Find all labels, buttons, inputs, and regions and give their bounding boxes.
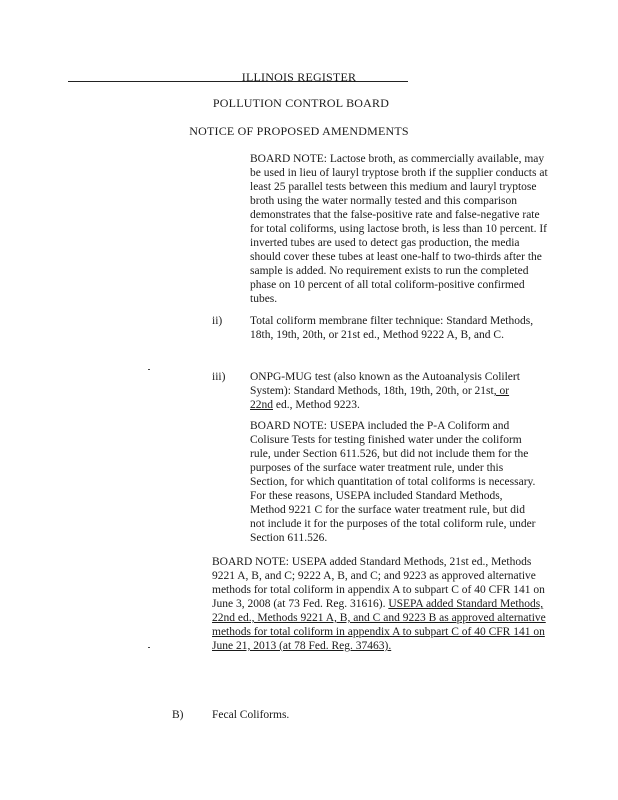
item-b-text: Fecal Coliforms. <box>212 709 290 721</box>
item-iii-text-a: ONPG-MUG test (also known as the Autoanalysis Colilert System): Standard Methods, 18th, 19th, 20th, or 21st <box>250 371 520 397</box>
item-iii-text <box>250 370 530 412</box>
board-note-lactose: BOARD NOTE: Lactose broth, as commercially available, may be used in lieu of lauryl tryptose broth if the supplier conducts at least 25 parallel tests between this medium and lauryl tryptose broth using the water normally tested and this comparison demonstrates that the false-positive rate and false-negative rate for total coliforms, using lactose broth, is less than 10 percent. If inverted tubes are used to detect gas production, the media should cover these tubes at least one-half to two-thirds after the sample is added. No requirement exists to run the completed phase on 10 percent of all total coliform-positive confirmed tubes. <box>250 153 548 305</box>
item-iii-text-b: ed., Method 9223. <box>273 399 360 411</box>
item-b-label: B) <box>172 709 184 721</box>
scan-speck <box>148 369 150 370</box>
board-note-usepa-pa: BOARD NOTE: USEPA included the P-A Coliform and Colisure Tests for testing finished water under the coliform rule, under Section 611.526, but did not include them for the purposes of the surface water treatment rule, under this Section, for which quantitation of total coliforms is necessary. For these reasons, USEPA included Standard Methods, Method 9221 C for the surface water treatment rule, but did not include it for the purposes of the total coliform rule, under Section 611.526. <box>250 420 536 544</box>
item-iii-label: iii) <box>212 371 226 383</box>
board-name: POLLUTION CONTROL BOARD <box>212 96 390 110</box>
scan-speck <box>148 647 150 648</box>
item-iii-inserted-text: , or 22nd <box>250 385 510 411</box>
item-ii-label: ii) <box>212 315 223 327</box>
board-note-usepa-added <box>212 555 552 653</box>
board-note-usepa-added-inserted: USEPA added Standard Methods, 22nd ed., Methods 9221 A, B, and C and 9223 B as approved alternative methods for total coliform in appendix A to subpart C of 40 CFR 141 on June 21, 2013 (at 78 Fed. Reg. 37463). <box>212 598 546 652</box>
notice-title: NOTICE OF PROPOSED AMENDMENTS <box>189 124 409 138</box>
board-note-usepa-added-plain: BOARD NOTE: USEPA added Standard Methods, 21st ed., Methods 9221 A, B, and C; 9222 A, B, and C; and 9223 as approved alternative methods for total coliform in appendix A to subpart C of 40 CFR 141 on June 3, 2008 (at 73 Fed. Reg. 31616). <box>212 556 545 610</box>
register-title: ILLINOIS REGISTER <box>241 70 357 84</box>
item-ii-text: Total coliform membrane filter technique: Standard Methods, 18th, 19th, 20th, or 21st ed., Method 9222 A, B, and C. <box>250 315 534 341</box>
